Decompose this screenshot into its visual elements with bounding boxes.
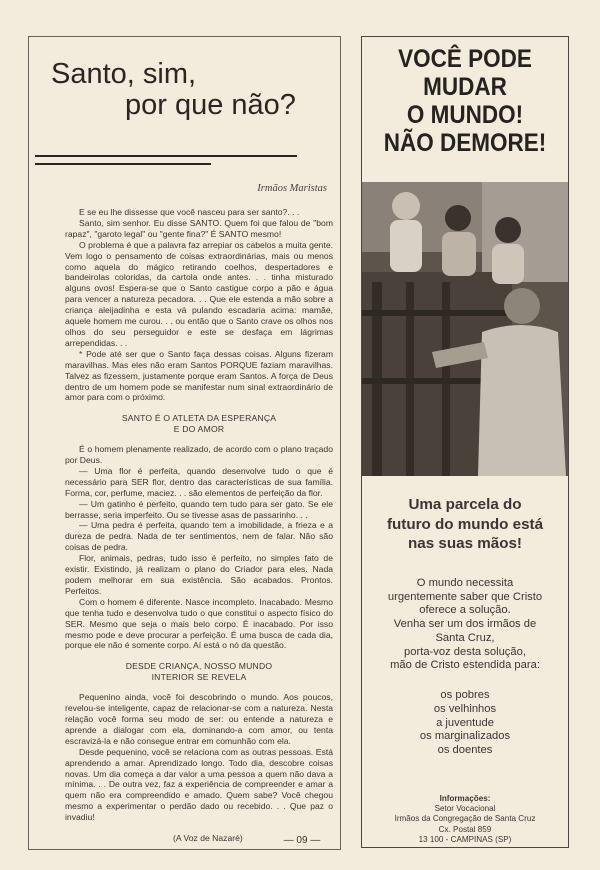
ad-photo bbox=[362, 182, 568, 476]
body-line: O mundo necessita bbox=[416, 577, 514, 589]
paragraph: Pequenino ainda, você foi descobrindo o mundo. Aos poucos, revelou-se inteligente, capaz de relacionar-se com a natureza. Nesta relação você forma seu modo de ser: ou entende a natureza e aprende a dialogar com ela, dominando-a com amor, ou tenta escravizá-la e não consegue entrar em comunhão com ela. bbox=[65, 692, 333, 746]
paragraph: Flor, animais, pedras, tudo isso é perfeito, no simples fato de existir. Existindo, já realizam o plano do Criador para eles. Nada podem melhorar em sua existência. São acabados. Prontos. Perfeitos. bbox=[65, 553, 333, 596]
paragraph: Com o homem é diferente. Nasce incompleto. Inacabado. Mesmo que tenha tudo e desenvolva tudo o que constitui o aspecto físico do SER. Mesmo que seja o mais belo corpo. É inacabado. Por isso mesmo pode e deve procurar a perfeição. É uma busca de cada dia, porque ele não é somente corpo. Aí está o nó da questão. bbox=[65, 596, 333, 651]
ad-headline bbox=[372, 45, 557, 157]
article-body bbox=[65, 207, 333, 844]
info-line: Setor Vocacional bbox=[434, 804, 496, 814]
ad-list bbox=[362, 689, 568, 758]
info-label: Informações: bbox=[439, 794, 491, 803]
ad-contact-info bbox=[362, 794, 568, 845]
page-number: — 09 — bbox=[283, 835, 321, 846]
article-frame bbox=[28, 36, 341, 850]
list-item: os pobres bbox=[440, 689, 490, 701]
info-line: Cx. Postal 859 bbox=[438, 824, 492, 834]
info-line: Irmãos da Congregação de Santa Cruz bbox=[394, 814, 536, 824]
info-line: 13 100 - CAMPINAS (SP) bbox=[418, 834, 512, 844]
article-title bbox=[51, 59, 331, 121]
vocation-ad bbox=[361, 36, 569, 848]
paragraph: E se eu lhe dissesse que você nasceu para ser santo?. . . bbox=[79, 207, 300, 217]
title-line-2: por que não? bbox=[125, 89, 296, 121]
headline-line: MUDAR bbox=[423, 73, 507, 101]
paragraph: O problema é que a palavra faz arrepiar os cabelos a muita gente. Vem logo o pensamento de coisas extraordinárias, mais ou menos como aquela do mágico retirando coelhos, despertadores e bandeirolas coloridas, da cartola onde antes. . . tinha misturado alguns ovos! Espera-se que o Santo castigue corpo a pão e água para vencer a natureza pecadora. . . Que ele estenda a mão sobre a criança aleijadinha e esta vá pulando escadaria acima: mamãe, aquele homem me curou. . . ou então que o Santo crave os olhos nos olhos do seu perseguidor e este se desfaça em lágrimas arrependidas. . . bbox=[65, 239, 333, 348]
list-item: os velhinhos bbox=[433, 702, 497, 715]
paragraph: É o homem plenamente realizado, de acordo com o plano traçado por Deus. bbox=[65, 444, 333, 466]
subheading-line: SANTO É O ATLETA DA ESPERANÇA bbox=[121, 413, 277, 424]
body-line: Santa Cruz, bbox=[435, 631, 495, 644]
ad-body bbox=[362, 577, 568, 673]
paragraph: — Uma pedra é perfeita, quando tem a imobilidade, a frieza e a dureza de pedra. Nada de ter sentimentos, nem de falar. Não são coisas de pedra. bbox=[65, 520, 333, 553]
subheading-line: DESDE CRIANÇA, NOSSO MUNDO bbox=[125, 661, 273, 672]
ad-promo bbox=[362, 495, 568, 554]
headline-line: NÃO DEMORE! bbox=[383, 129, 547, 157]
list-item: a juventude bbox=[436, 716, 494, 729]
list-item: os doentes bbox=[437, 744, 493, 757]
citation: (A Voz de Nazaré) bbox=[173, 833, 243, 844]
photo-illustration bbox=[362, 182, 568, 476]
subheading-line: INTERIOR SE REVELA bbox=[151, 672, 247, 683]
list-item: os marginalizados bbox=[419, 730, 511, 743]
subheading-athlete bbox=[65, 413, 333, 435]
body-line: urgentemente saber que Cristo bbox=[387, 590, 543, 603]
promo-line: nas suas mãos! bbox=[408, 535, 522, 552]
body-line: Venha ser um dos irmãos de bbox=[393, 618, 537, 631]
body-line: mão de Cristo estendida para: bbox=[390, 659, 540, 672]
headline-line: VOCÊ PODE bbox=[398, 45, 532, 73]
subheading-childhood bbox=[65, 661, 333, 683]
promo-line: futuro do mundo está bbox=[386, 515, 544, 533]
body-line: porta-voz desta solução, bbox=[404, 645, 526, 658]
paragraph: — Uma flor é perfeita, quando desenvolve tudo o que é necessário para SER flor, dentro das características de sua família. Forma, cor, perfume, maciez. . . são elementos de perfeição da flor. bbox=[65, 465, 333, 498]
article-author: Irmãos Maristas bbox=[257, 183, 327, 194]
paragraph: Desde pequenino, você se relaciona com as outras pessoas. Está aprendendo a amar. Aprendizado longo. Todo dia, descobre coisas novas. Um dia começa a dar valor a uma pessoa a quem não dava a mínima. . . De outra vez, faz a experiência de compreender e amar a quem não era compreendido e amado. Quem sabe? Você chegou mesmo a experimentar o perdão dado ou recebido. . . Que paz o invadiu! bbox=[65, 746, 333, 823]
headline-line: O MUNDO! bbox=[406, 101, 524, 129]
paragraph: Santo, sim senhor. Eu disse SANTO. Quem foi que falou de "bom rapaz", "garoto legal" ou "gente fina?" É SANTO mesmo! bbox=[65, 217, 333, 239]
subheading-line: E DO AMOR bbox=[173, 424, 225, 435]
paragraph: — Um gatinho é perfeito, quando tem tudo para ser gato. Se ele berrasse, seria imperfeito. Ou se tivesse asas de passarinho. . . bbox=[65, 498, 333, 520]
promo-line: Uma parcela do bbox=[408, 496, 522, 513]
title-rule-long bbox=[35, 155, 297, 157]
paragraph: * Pode até ser que o Santo faça dessas coisas. Alguns fizeram maravilhas. Mas eles não eram Santos PORQUE faziam maravilhas. Talvez as fizessem, justamente porque eram Santos. A força de Deus dentro de um homem pode se manifestar num sinal extraordinário de amor para com o próximo. bbox=[65, 348, 333, 403]
title-line-1: Santo, sim, bbox=[51, 58, 197, 90]
title-rule-short bbox=[35, 163, 211, 165]
body-line: oferece a solução. bbox=[419, 604, 511, 617]
